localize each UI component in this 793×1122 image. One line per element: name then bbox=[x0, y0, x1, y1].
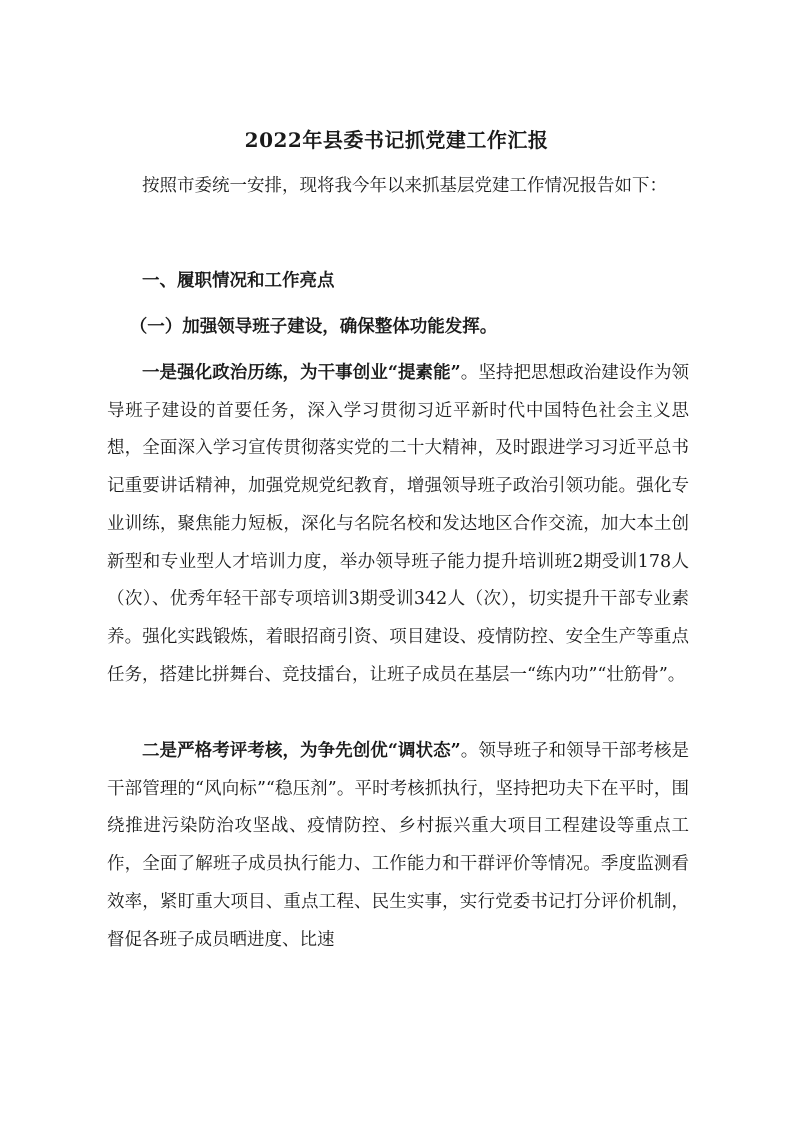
paragraph-assessment bbox=[107, 733, 689, 959]
intro-paragraph: 按照市委统一安排，现将我今年以来抓基层党建工作情况报告如下： bbox=[142, 176, 667, 196]
paragraph-body: 。坚持把思想政治建设作为领导班子建设的首要任务，深入学习贯彻习近平新时代中国特色社会主义思想，全面深入学习宣传贯彻落实党的二十大精神，及时跟进学习习近平总书记重要讲话精神，加强党规党纪教育，增强领导班子政治引领功能。强化专业训练，聚焦能力短板，深化与名院名校和发达地区合作交流，加大本土创新型和专业型人才培训力度，举办领导班子能力提升培训班2期受训178人（次）、优秀年轻干部专项培训3期受训342人（次），切实提升干部专业素养。强化实践锻炼，着眼招商引资、项目建设、疫情防控、安全生产等重点任务，搭建比拼舞台、竞技擂台，让班子成员在基层一“练内功”“壮筋骨”。 bbox=[107, 363, 689, 685]
paragraph-political-training bbox=[107, 355, 689, 694]
paragraph-body: 。领导班子和领导干部考核是干部管理的“风向标”“稳压剂”。平时考核抓执行，坚持把功夫下在平时，围绕推进污染防治攻坚战、疫情防控、乡村振兴重大项目工程建设等重点工作，全面了解班子成员执行能力、工作能力和干群评价等情况。季度监测看效率，紧盯重大项目、重点工程、民生实事，实行党委书记打分评价机制，督促各班子成员晒进度、比速 bbox=[107, 741, 689, 950]
document-title: 2022年县委书记抓党建工作汇报 bbox=[244, 128, 549, 152]
subsection-heading: （一）加强领导班子建设，确保整体功能发挥。 bbox=[129, 317, 498, 337]
section-heading: 一、履职情况和工作亮点 bbox=[142, 271, 335, 291]
paragraph-lead: 一是强化政治历练，为干事创业“提素能” bbox=[142, 363, 461, 383]
paragraph-lead: 二是严格考评考核，为争先创优“调状态” bbox=[142, 741, 461, 761]
